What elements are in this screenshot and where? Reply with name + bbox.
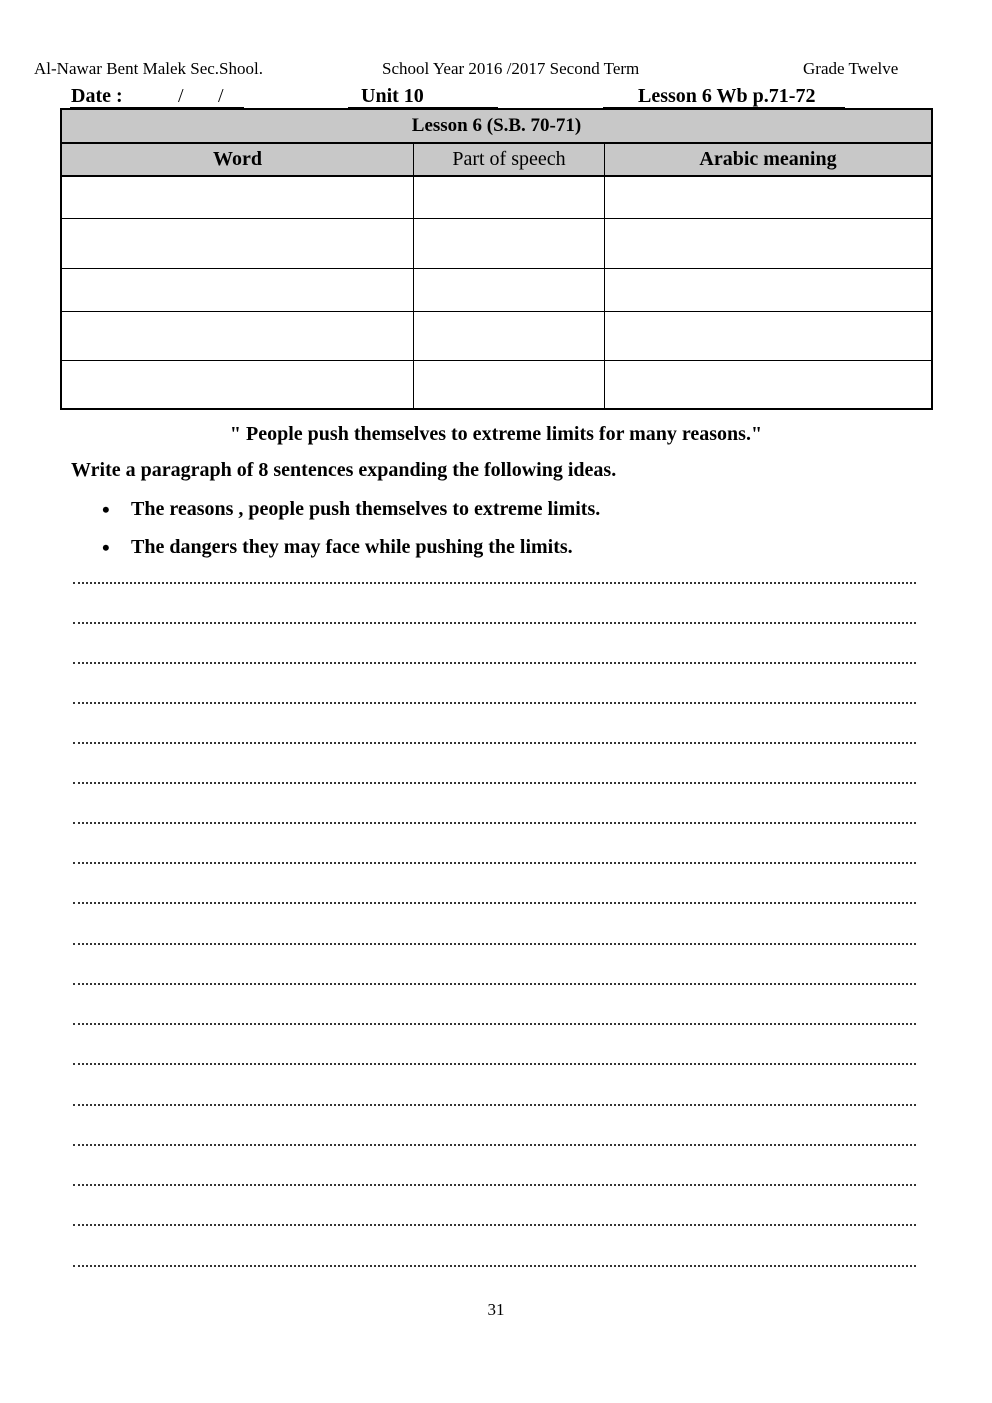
answer-line[interactable] — [73, 782, 916, 784]
arabic-meaning-cell[interactable] — [605, 312, 931, 360]
arabic-meaning-cell[interactable] — [605, 219, 931, 268]
column-header-arabic-meaning: Arabic meaning — [699, 148, 837, 170]
answer-line[interactable] — [73, 662, 916, 664]
answer-line[interactable] — [73, 622, 916, 624]
answer-line[interactable] — [73, 1023, 916, 1025]
column-header-word: Word — [62, 144, 414, 175]
bullet-icon: • — [102, 535, 110, 560]
word-cell[interactable] — [62, 312, 414, 360]
answer-line[interactable] — [73, 1063, 916, 1065]
school-name: Al-Nawar Bent Malek Sec.Shool. — [34, 59, 263, 78]
date-label: Date : — [71, 85, 123, 107]
arabic-meaning-cell[interactable] — [605, 269, 931, 311]
answer-line[interactable] — [73, 702, 916, 704]
vocabulary-table — [60, 108, 933, 410]
part-of-speech-cell[interactable] — [414, 269, 605, 311]
answer-line[interactable] — [73, 1144, 916, 1146]
bullet-icon: • — [102, 497, 110, 522]
part-of-speech-cell[interactable] — [414, 219, 605, 268]
table-title-row — [62, 110, 931, 144]
word-cell[interactable] — [62, 269, 414, 311]
answer-line[interactable] — [73, 943, 916, 945]
answer-line[interactable] — [73, 862, 916, 864]
writing-instruction: Write a paragraph of 8 sentences expanding the following ideas. — [71, 459, 617, 481]
answer-line[interactable] — [73, 983, 916, 985]
table-row — [62, 269, 931, 312]
answer-line[interactable] — [73, 742, 916, 744]
school-year: School Year 2016 /2017 Second Term — [382, 59, 640, 78]
table-title: Lesson 6 (S.B. 70-71) — [411, 115, 582, 136]
part-of-speech-cell[interactable] — [414, 177, 605, 218]
part-of-speech-cell[interactable] — [414, 361, 605, 408]
answer-line[interactable] — [73, 582, 916, 584]
topic-quote: " People push themselves to extreme limits for many reasons." — [229, 423, 763, 445]
table-row — [62, 177, 931, 219]
answer-line[interactable] — [73, 1104, 916, 1106]
part-of-speech-cell[interactable] — [414, 312, 605, 360]
arabic-meaning-cell[interactable] — [605, 361, 931, 408]
date-slash-1: / — [178, 85, 184, 107]
answer-line[interactable] — [73, 1184, 916, 1186]
column-header-part-of-speech: Part of speech — [414, 144, 605, 175]
table-row — [62, 361, 931, 408]
date-slash-2: / — [218, 85, 224, 107]
answer-line[interactable] — [73, 822, 916, 824]
answer-line[interactable] — [73, 1224, 916, 1226]
idea-bullet-1: The reasons , people push themselves to extreme limits. — [131, 498, 601, 520]
table-row — [62, 312, 931, 361]
word-cell[interactable] — [62, 361, 414, 408]
table-row — [62, 219, 931, 269]
grade-label: Grade Twelve — [803, 59, 899, 78]
word-cell[interactable] — [62, 177, 414, 218]
idea-bullet-2: The dangers they may face while pushing the limits. — [131, 536, 573, 558]
lesson-label: Lesson 6 Wb p.71-72 — [638, 85, 816, 107]
answer-line[interactable] — [73, 902, 916, 904]
unit-label: Unit 10 — [361, 85, 424, 107]
page-number: 31 — [487, 1300, 505, 1319]
word-cell[interactable] — [62, 219, 414, 268]
answer-line[interactable] — [73, 1265, 916, 1267]
arabic-meaning-cell[interactable] — [605, 177, 931, 218]
table-header-row — [62, 144, 931, 177]
